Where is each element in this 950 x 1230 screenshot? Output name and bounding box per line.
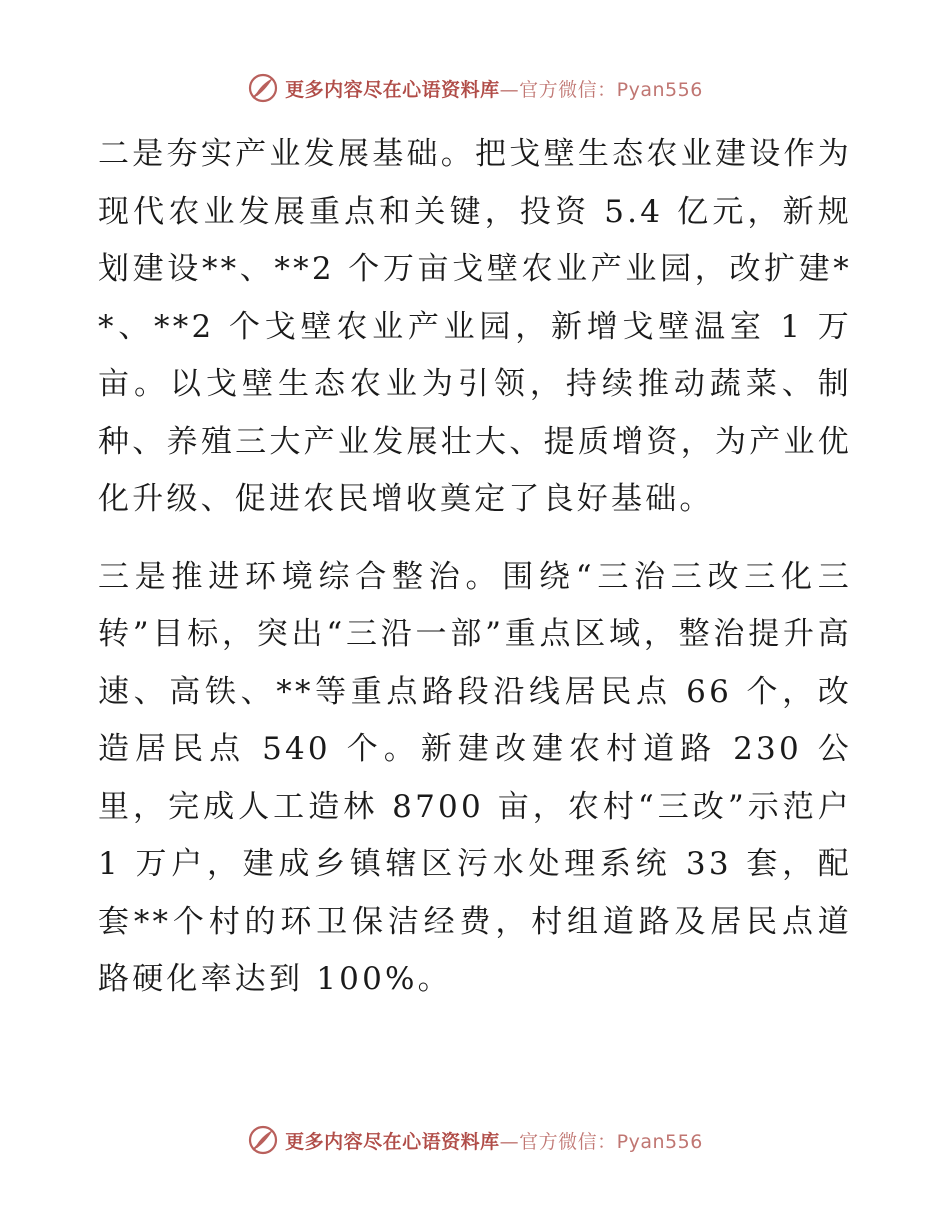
watermark-brand: 更多内容尽在心语资料库 bbox=[285, 1130, 500, 1153]
watermark-wechat: —官方微信：Pyan556 bbox=[499, 78, 703, 101]
watermark-brand: 更多内容尽在心语资料库 bbox=[285, 78, 500, 101]
feather-pen-icon bbox=[247, 1124, 279, 1156]
feather-pen-icon bbox=[247, 72, 279, 104]
watermark-wechat: —官方微信：Pyan556 bbox=[499, 1130, 703, 1153]
header-watermark bbox=[0, 72, 950, 104]
footer-watermark bbox=[0, 1124, 950, 1156]
watermark-text bbox=[285, 1127, 703, 1154]
document-body bbox=[98, 126, 852, 1009]
paragraph-environment-renovation: 三是推进环境综合整治。围绕“三治三改三化三转”目标，突出“三沿一部”重点区域，整治提升高速、高铁、**等重点路段沿线居民点 66 个，改造居民点 540 个。新建改建农村道路 230 公里，完成人工造林 8700 亩，农村“三改”示范户 1 万户，建成乡镇辖区污水处理系统 33 套，配套**个村的环卫保洁经费，村组道路及居民点道路硬化率达到 100%。 bbox=[98, 558, 852, 997]
paragraph-industry-foundation: 二是夯实产业发展基础。把戈壁生态农业建设作为现代农业发展重点和关键，投资 5.4 亿元，新规划建设**、**2 个万亩戈壁农业产业园，改扩建**、**2 个戈壁农业产业园，新增戈壁温室 1 万亩。以戈壁生态农业为引领，持续推动蔬菜、制种、养殖三大产业发展壮大、提质增资，为产业优化升级、促进农民增收奠定了良好基础。 bbox=[98, 136, 852, 517]
watermark-text bbox=[285, 75, 703, 102]
